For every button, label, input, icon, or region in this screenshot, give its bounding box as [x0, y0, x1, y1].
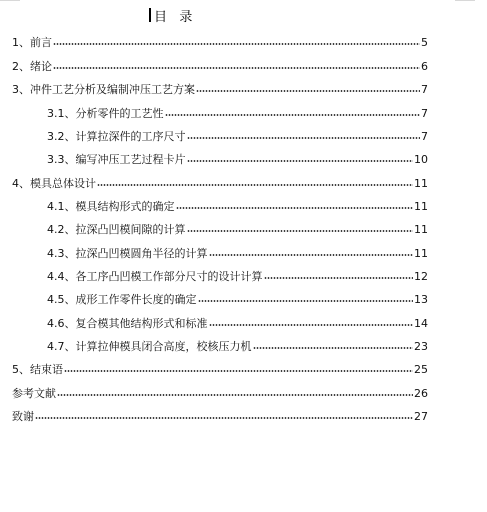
dot-leader — [57, 394, 413, 396]
toc-entry-label: 4.5、成形工作零件长度的确定 — [47, 293, 197, 306]
toc-page-number: 11 — [414, 200, 428, 213]
dot-leader — [53, 67, 420, 69]
toc-entry-label: 3、冲件工艺分析及编制冲压工艺方案 — [12, 83, 195, 96]
toc-subentry[interactable] — [47, 153, 428, 167]
toc-entry-label: 3.1、分析零件的工艺性 — [47, 107, 164, 120]
toc-page-number: 6 — [421, 60, 428, 73]
toc-entry-label: 4.6、复合模其他结构形式和标准 — [47, 317, 208, 330]
toc-subentry[interactable] — [47, 293, 428, 307]
toc-entry[interactable] — [12, 363, 428, 377]
toc-entry-label: 4.3、拉深凸凹模圆角半径的计算 — [47, 247, 208, 260]
toc-entry-label: 4.4、各工序凸凹模工作部分尺寸的设计计算 — [47, 270, 263, 283]
dot-leader — [187, 160, 414, 162]
toc-entry-label: 4.2、拉深凸凹模间隙的计算 — [47, 223, 186, 236]
dot-leader — [209, 324, 414, 326]
toc-entry[interactable] — [12, 60, 428, 74]
dot-leader — [209, 254, 414, 256]
toc-entry[interactable] — [12, 36, 428, 50]
toc-subentry[interactable] — [47, 130, 428, 144]
toc-entry-label: 3.3、编写冲压工艺过程卡片 — [47, 153, 186, 166]
dot-leader — [53, 43, 420, 45]
dot-leader — [35, 417, 413, 419]
dot-leader — [196, 90, 420, 92]
toc-page-number: 27 — [414, 410, 428, 423]
dot-leader — [97, 184, 413, 186]
toc-entry[interactable] — [12, 387, 428, 401]
toc-entry-label: 致谢 — [12, 410, 34, 423]
toc-subentry[interactable] — [47, 270, 428, 284]
toc-subentry[interactable] — [47, 223, 428, 237]
dot-leader — [264, 277, 414, 279]
toc-page-number: 5 — [421, 36, 428, 49]
dot-leader — [187, 230, 414, 232]
toc-page-number: 14 — [414, 317, 428, 330]
dot-leader — [187, 137, 421, 139]
toc-page-number: 7 — [421, 107, 428, 120]
dot-leader — [176, 207, 414, 209]
toc-entry-label: 4.7、计算拉伸模具闭合高度，校核压力机 — [47, 340, 252, 353]
toc-subentry[interactable] — [47, 317, 428, 331]
dot-leader — [64, 370, 413, 372]
toc-page-number: 11 — [414, 177, 428, 190]
dot-leader — [165, 114, 421, 116]
toc-subentry[interactable] — [47, 340, 428, 354]
page-title: 目 录 — [154, 9, 193, 25]
toc-entry-label: 1、前言 — [12, 36, 52, 49]
toc-page-number: 11 — [414, 247, 428, 260]
toc-subentry[interactable] — [47, 107, 428, 121]
toc-entry-label: 4、模具总体设计 — [12, 177, 96, 190]
dot-leader — [198, 300, 414, 302]
toc-page-number: 13 — [414, 293, 428, 306]
toc-entry-label: 5、结束语 — [12, 363, 63, 376]
toc-page-number: 11 — [414, 223, 428, 236]
toc-page-number: 25 — [414, 363, 428, 376]
toc-entry[interactable] — [12, 410, 428, 424]
toc-page-number: 10 — [414, 153, 428, 166]
toc-entry-label: 2、绪论 — [12, 60, 52, 73]
dot-leader — [253, 347, 414, 349]
toc-entry[interactable] — [12, 83, 428, 97]
toc-entry-label: 4.1、模具结构形式的确定 — [47, 200, 175, 213]
toc-page-number: 26 — [414, 387, 428, 400]
toc-page-number: 23 — [414, 340, 428, 353]
toc-page-number: 7 — [421, 130, 428, 143]
toc-page-number: 7 — [421, 83, 428, 96]
toc-entry-label: 参考文献 — [12, 387, 56, 400]
toc-page-number: 12 — [414, 270, 428, 283]
toc-subentry[interactable] — [47, 247, 428, 261]
toc-entry-label: 3.2、计算拉深件的工序尺寸 — [47, 130, 186, 143]
toc-subentry[interactable] — [47, 200, 428, 214]
toc-entry[interactable] — [12, 177, 428, 191]
